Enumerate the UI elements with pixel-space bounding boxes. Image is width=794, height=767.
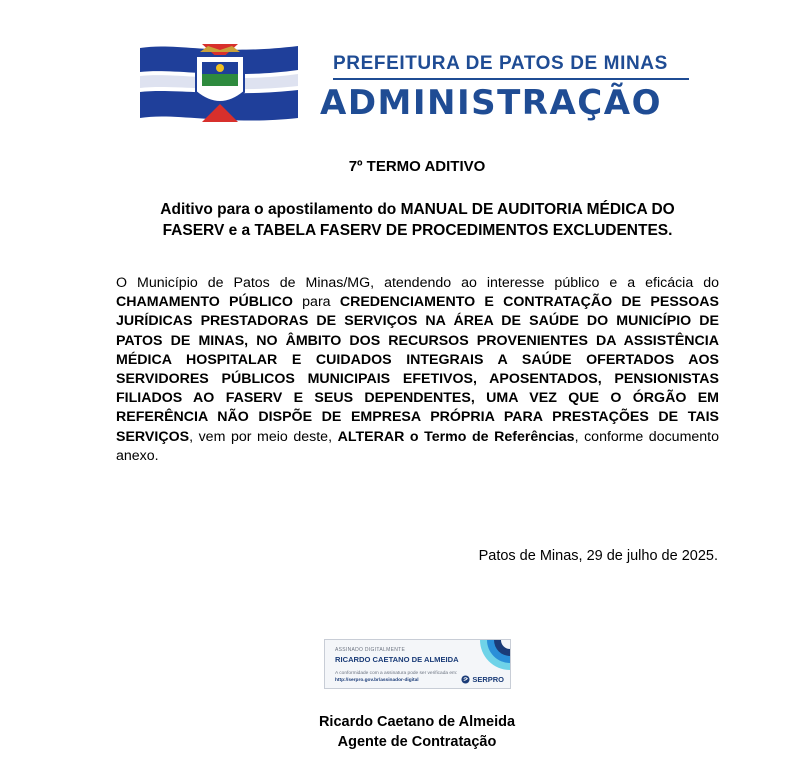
body-text-2: para	[292, 294, 340, 311]
serpro-logo	[461, 675, 504, 684]
signature-arcs-icon	[474, 640, 510, 670]
body-bold-2: CREDENCIAMENTO E CONTRATAÇÃO DE PESSOAS JURÍDICAS PRESTADORAS DE SERVIÇOS NA ÁREA DE SAÚDE DO MUNICÍPIO DE PATOS DE MINAS, NO ÂMBITO DOS RECURSOS PROVENIENTES DA ASSISTÊNCIA MÉDICA HOSPITALAR E CUIDADOS INTEGRAIS A SAÚDE OFERTADOS AOS SERVIDORES PÚBLICOS MUNICIPAIS EFETIVOS, APOSENTADOS, PENSIONISTAS FILIADOS AO FASERV E SEUS DEPENDENTES, UMA VEZ QUE O ÓRGÃO EM REFERÊNCIA NÃO DISPÕE DE EMPRESA PRÓPRIA PARA PRESTAÇÕES DE TAIS SERVIÇOS	[116, 294, 719, 445]
body-bold-1: CHAMAMENTO PÚBLICO	[116, 294, 293, 311]
document-body	[116, 274, 719, 466]
subject-line-2: FASERV e a TABELA FASERV DE PROCEDIMENTOS EXCLUDENTES.	[162, 222, 673, 239]
body-text-1: O Município de Patos de Minas/MG, atendendo ao interesse público e a eficácia do	[116, 275, 719, 291]
document-subject	[116, 199, 719, 241]
prefeitura-title: PREFEITURA DE PATOS DE MINAS	[333, 53, 668, 74]
body-text-3: , vem por meio deste,	[189, 428, 338, 445]
header-divider	[333, 78, 689, 80]
department-title: ADMINISTRAÇÃO	[320, 83, 662, 123]
document-title: 7º TERMO ADITIVO	[348, 158, 486, 175]
municipal-flag-icon	[136, 42, 302, 122]
letterhead	[136, 40, 706, 124]
serpro-label: SERPRO	[472, 675, 504, 684]
serpro-icon	[461, 675, 470, 684]
document-date: Patos de Minas, 29 de julho de 2025.	[478, 548, 718, 564]
signature-url[interactable]: http://serpro.gov.br/assinador-digital	[335, 678, 419, 683]
signer-name: Ricardo Caetano de Almeida	[318, 714, 516, 730]
subject-line-1: Aditivo para o apostilamento do MANUAL DE AUDITORIA MÉDICA DO	[160, 201, 675, 218]
body-text-4: , conforme documento anexo.	[116, 428, 719, 464]
signer-role: Agente de Contratação	[337, 734, 497, 750]
signature-note: A conformidade com a assinatura pode ser verificada em:	[335, 671, 458, 676]
signature-label: ASSINADO DIGITALMENTE	[335, 647, 406, 653]
signature-name: RICARDO CAETANO DE ALMEIDA	[335, 655, 459, 664]
body-bold-3: ALTERAR o Termo de Referências	[337, 428, 575, 445]
digital-signature-stamp	[324, 639, 511, 689]
